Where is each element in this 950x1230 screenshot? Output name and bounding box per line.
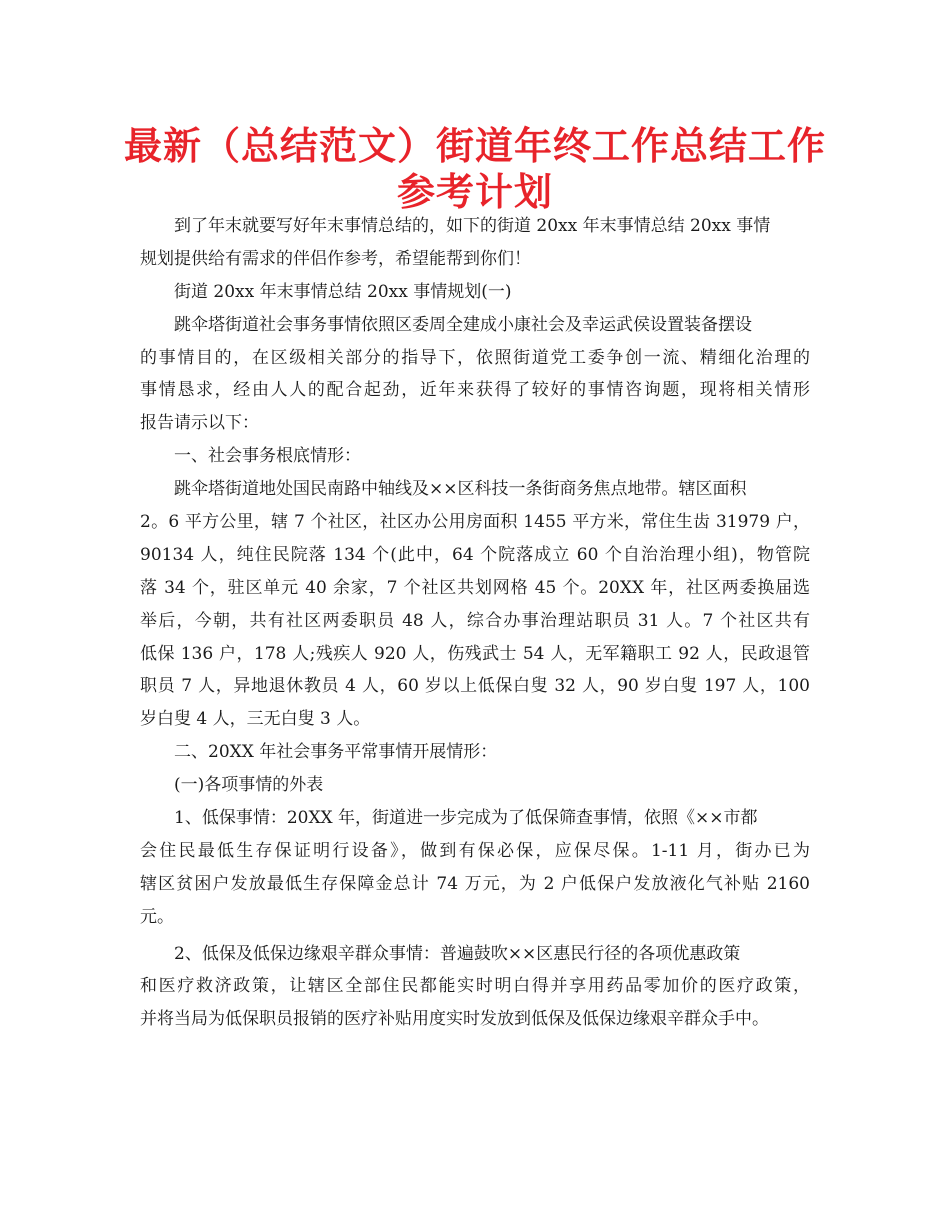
paragraph-line: 岁白叟 4 人，三无白叟 3 人。 xyxy=(140,709,371,730)
paragraph-line: 1、低保事情：20XX 年，街道进一步完成为了低保筛查事情，依照《××市都 xyxy=(174,808,758,829)
paragraph-line: 职员 7 人，异地退休教员 4 人，60 岁以上低保白叟 32 人，90 岁白叟 197 人，100 xyxy=(140,676,810,697)
paragraph-line: 辖区贫困户发放最低生存保障金总计 74 万元，为 2 户低保户发放液化气补贴 2160 xyxy=(140,873,810,894)
section-heading: 街道 20xx 年末事情总结 20xx 事情规划(一) xyxy=(174,281,512,302)
paragraph-line: 事情恳求，经由人人的配合起劲，近年来获得了较好的事情咨询题，现将相关情形 xyxy=(140,380,810,401)
paragraph-line: 落 34 个，驻区单元 40 余家，7 个社区共划网格 45 个。20XX 年，社区两委换届选 xyxy=(140,577,810,598)
section-heading: 一、社会事务根底情形： xyxy=(174,446,361,467)
paragraph-line: 跳伞塔街道地处国民南路中轴线及××区科技一条街商务焦点地带。辖区面积 xyxy=(174,479,747,500)
paragraph-line: 的事情目的，在区级相关部分的指导下，依照街道党工委争创一流、精细化治理的 xyxy=(140,347,810,368)
document-title-continued: 参考计划 xyxy=(396,170,553,214)
section-heading: 二、20XX 年社会事务平常事情开展情形： xyxy=(174,742,498,763)
paragraph-line: 并将当局为低保职员报销的医疗补贴用度实时发放到低保及低保边缘艰辛群众手中。 xyxy=(140,1009,769,1030)
document-title: 最新（总结范文）街道年终工作总结工作 xyxy=(123,124,826,168)
paragraph-line: 规划提供给有需求的伴侣作参考，希望能帮到你们！ xyxy=(140,248,531,269)
document-body xyxy=(140,210,810,1036)
subsection-heading: (一)各项事情的外表 xyxy=(174,775,324,796)
paragraph-line: 和医疗救济政策，让辖区全部住民都能实时明白得并享用药品零加价的医疗政策， xyxy=(140,976,810,997)
paragraph-line: 举后，今朝，共有社区两委职员 48 人，综合办事治理站职员 31 人。7 个社区共有 xyxy=(140,610,810,631)
paragraph-line: 90134 人，纯住民院落 134 个(此中，64 个院落成立 60 个自治治理小组)，物管院 xyxy=(140,544,810,565)
paragraph-line: 2。6 平方公里，辖 7 个社区，社区办公用房面积 1455 平方米，常住生齿 31979 户， xyxy=(140,512,810,533)
paragraph-line: 2、低保及低保边缘艰辛群众事情：普遍鼓吹××区惠民行径的各项优惠政策 xyxy=(174,943,741,964)
paragraph-line: 到了年末就要写好年末事情总结的，如下的街道 20xx 年末事情总结 20xx 事情 xyxy=(174,216,771,236)
paragraph-line: 跳伞塔街道社会事务事情依照区委周全建成小康社会及幸运武侯设置装备摆设 xyxy=(174,314,752,335)
paragraph-line: 低保 136 户，178 人;残疾人 920 人，伤残武士 54 人，无军籍职工 92 人，民政退管 xyxy=(140,643,810,664)
paragraph-line: 会住民最低生存保证明行设备》，做到有保必保，应保尽保。1-11 月，街办已为 xyxy=(140,840,810,861)
paragraph-line: 元。 xyxy=(140,906,174,927)
paragraph-line: 报告请示以下： xyxy=(140,413,259,434)
